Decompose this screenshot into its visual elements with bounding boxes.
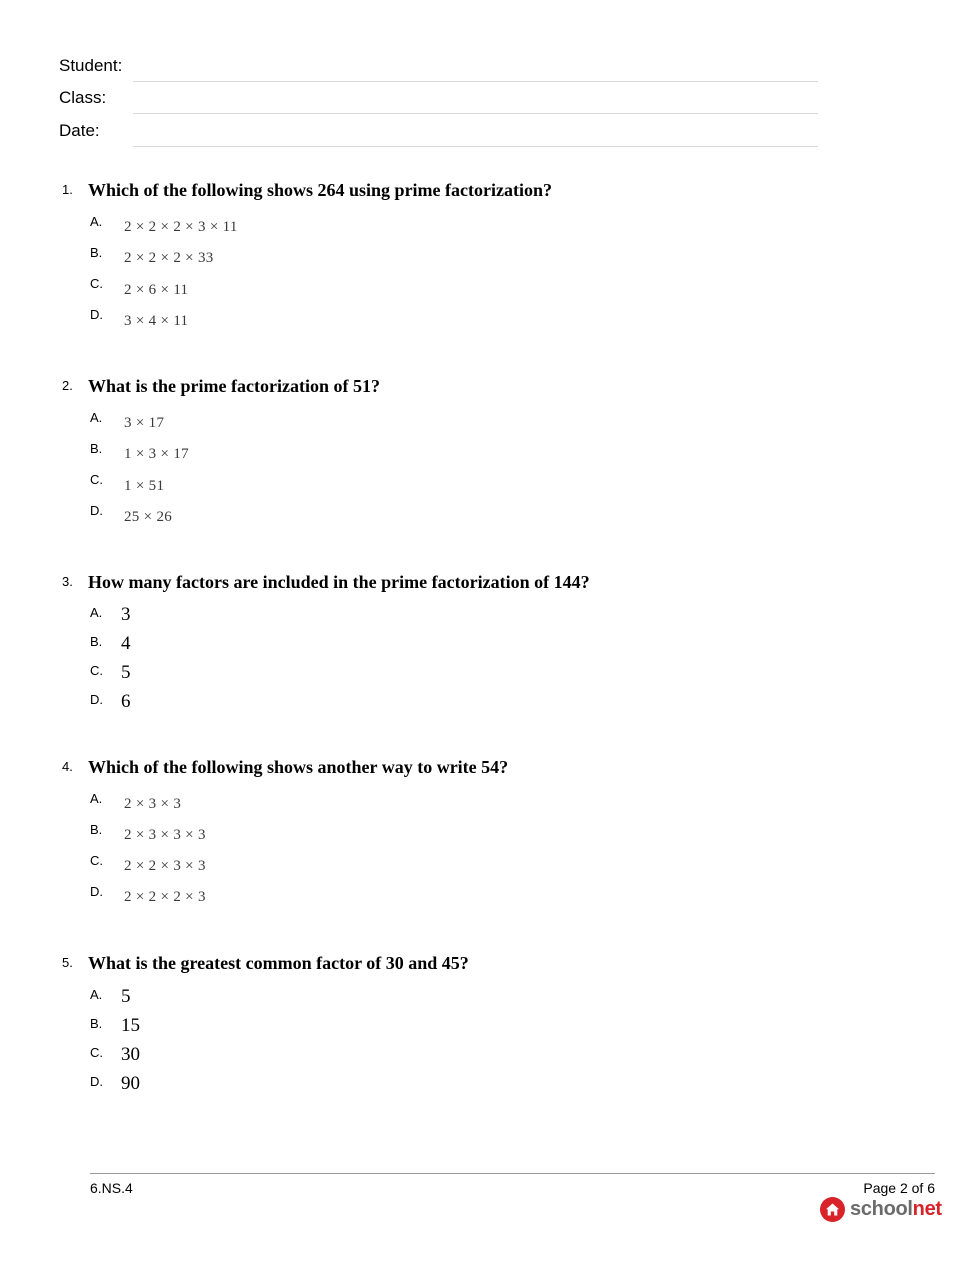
option-letter-4b[interactable]: B. — [90, 822, 103, 837]
logo-text-net: net — [912, 1197, 942, 1220]
date-label: Date: — [59, 121, 100, 140]
question-number: 3. — [62, 574, 73, 589]
option-value-5c[interactable]: 30 — [121, 1044, 140, 1065]
question-number: 5. — [62, 955, 73, 970]
question-number: 1. — [62, 182, 73, 197]
option-letter-4d[interactable]: D. — [90, 884, 103, 899]
option-value-1a[interactable]: 2 × 2 × 2 × 3 × 11 — [124, 219, 238, 235]
question-number: 4. — [62, 759, 73, 774]
option-value-3a[interactable]: 3 — [121, 604, 131, 625]
option-letter-3c[interactable]: C. — [90, 663, 103, 678]
option-letter-4c[interactable]: C. — [90, 853, 103, 868]
option-value-2d[interactable]: 25 × 26 — [124, 509, 173, 525]
student-field[interactable] — [133, 81, 818, 82]
question-text: What is the greatest common factor of 30 and 45? — [88, 953, 469, 973]
question-number: 2. — [62, 378, 73, 393]
option-value-3c[interactable]: 5 — [121, 662, 131, 683]
class-label: Class: — [59, 88, 107, 107]
page-indicator: Page 2 of 6 — [863, 1180, 935, 1196]
option-value-2c[interactable]: 1 × 51 — [124, 478, 165, 494]
option-value-1b[interactable]: 2 × 2 × 2 × 33 — [124, 250, 214, 266]
option-letter-1c[interactable]: C. — [90, 276, 103, 291]
question-text: Which of the following shows another way to write 54? — [88, 757, 509, 777]
logo-text-school: school — [850, 1197, 913, 1220]
option-value-3b[interactable]: 4 — [121, 633, 131, 654]
student-label: Student: — [59, 56, 123, 75]
option-value-5d[interactable]: 90 — [121, 1073, 140, 1094]
option-letter-2a[interactable]: A. — [90, 410, 103, 425]
option-letter-1a[interactable]: A. — [90, 214, 103, 229]
option-value-4c[interactable]: 2 × 2 × 3 × 3 — [124, 858, 206, 874]
option-value-5b[interactable]: 15 — [121, 1015, 140, 1036]
option-value-4a[interactable]: 2 × 3 × 3 — [124, 796, 182, 812]
option-value-1c[interactable]: 2 × 6 × 11 — [124, 282, 189, 298]
option-letter-5d[interactable]: D. — [90, 1074, 103, 1089]
option-letter-3d[interactable]: D. — [90, 692, 103, 707]
option-letter-3b[interactable]: B. — [90, 634, 103, 649]
option-value-4d[interactable]: 2 × 2 × 2 × 3 — [124, 889, 206, 905]
option-letter-2c[interactable]: C. — [90, 472, 103, 487]
schoolnet-logo — [820, 1196, 942, 1222]
option-letter-1d[interactable]: D. — [90, 307, 103, 322]
option-letter-2b[interactable]: B. — [90, 441, 103, 456]
option-value-5a[interactable]: 5 — [121, 986, 131, 1007]
option-value-3d[interactable]: 6 — [121, 691, 131, 712]
question-text: Which of the following shows 264 using prime factorization? — [88, 180, 553, 200]
option-letter-4a[interactable]: A. — [90, 791, 103, 806]
logo-wordmark — [850, 1198, 942, 1221]
option-value-2a[interactable]: 3 × 17 — [124, 415, 165, 431]
option-value-4b[interactable]: 2 × 3 × 3 × 3 — [124, 827, 206, 843]
option-letter-5a[interactable]: A. — [90, 987, 103, 1002]
option-letter-5c[interactable]: C. — [90, 1045, 103, 1060]
standard-code: 6.NS.4 — [90, 1180, 133, 1196]
date-field[interactable] — [133, 146, 818, 147]
option-letter-5b[interactable]: B. — [90, 1016, 103, 1031]
question-text: How many factors are included in the prime factorization of 144? — [88, 572, 590, 592]
question-text: What is the prime factorization of 51? — [88, 376, 380, 396]
option-letter-2d[interactable]: D. — [90, 503, 103, 518]
option-letter-1b[interactable]: B. — [90, 245, 103, 260]
option-value-1d[interactable]: 3 × 4 × 11 — [124, 313, 189, 329]
class-field[interactable] — [133, 113, 818, 114]
option-letter-3a[interactable]: A. — [90, 605, 103, 620]
option-value-2b[interactable]: 1 × 3 × 17 — [124, 446, 189, 462]
footer-divider — [90, 1173, 935, 1174]
house-icon — [820, 1197, 845, 1222]
